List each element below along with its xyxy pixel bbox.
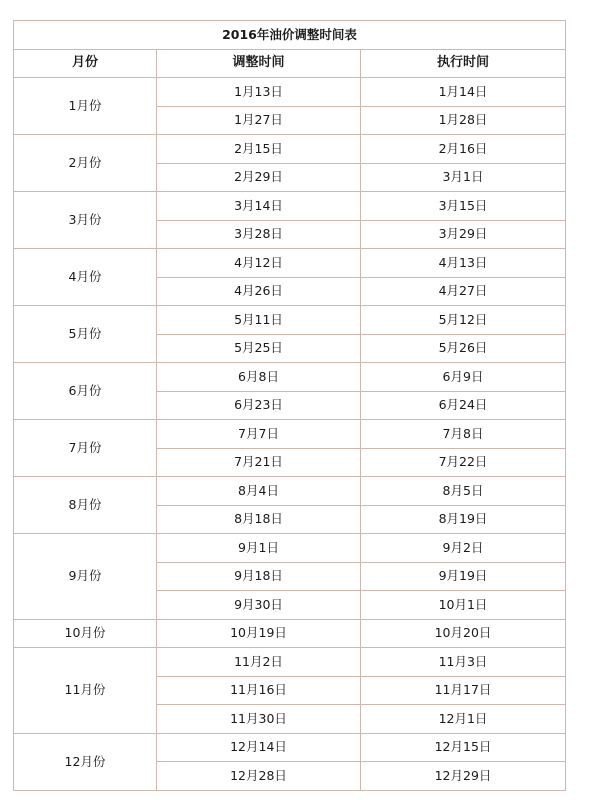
exec-time-cell: 2月16日 (361, 135, 566, 164)
oil-price-schedule-table (13, 20, 566, 791)
exec-time-cell: 4月27日 (361, 277, 566, 306)
table-title: 2016年油价调整时间表 (14, 21, 566, 50)
exec-time-cell: 1月28日 (361, 106, 566, 135)
exec-time-cell: 9月19日 (361, 562, 566, 591)
month-cell: 4月份 (14, 249, 157, 306)
exec-time-cell: 11月17日 (361, 676, 566, 705)
header-month: 月份 (14, 49, 157, 78)
table-row (14, 420, 566, 449)
adjust-time-cell: 11月16日 (157, 676, 361, 705)
exec-time-cell: 9月2日 (361, 534, 566, 563)
header-exec-time: 执行时间 (361, 49, 566, 78)
month-cell: 7月份 (14, 420, 157, 477)
table-row (14, 477, 566, 506)
table-row (14, 249, 566, 278)
exec-time-cell: 6月24日 (361, 391, 566, 420)
exec-time-cell: 12月1日 (361, 705, 566, 734)
exec-time-cell: 7月22日 (361, 448, 566, 477)
table-row (14, 135, 566, 164)
exec-time-cell: 8月5日 (361, 477, 566, 506)
exec-time-cell: 12月29日 (361, 762, 566, 791)
month-cell: 12月份 (14, 733, 157, 790)
adjust-time-cell: 4月26日 (157, 277, 361, 306)
adjust-time-cell: 7月21日 (157, 448, 361, 477)
table-row (14, 192, 566, 221)
month-cell: 3月份 (14, 192, 157, 249)
exec-time-cell: 3月1日 (361, 163, 566, 192)
exec-time-cell: 3月15日 (361, 192, 566, 221)
exec-time-cell: 5月12日 (361, 306, 566, 335)
adjust-time-cell: 11月2日 (157, 648, 361, 677)
adjust-time-cell: 5月25日 (157, 334, 361, 363)
table-row (14, 306, 566, 335)
adjust-time-cell: 2月29日 (157, 163, 361, 192)
adjust-time-cell: 9月18日 (157, 562, 361, 591)
month-cell: 9月份 (14, 534, 157, 620)
adjust-time-cell: 4月12日 (157, 249, 361, 278)
adjust-time-cell: 6月8日 (157, 363, 361, 392)
adjust-time-cell: 3月28日 (157, 220, 361, 249)
exec-time-cell: 3月29日 (361, 220, 566, 249)
exec-time-cell: 5月26日 (361, 334, 566, 363)
table-row (14, 648, 566, 677)
adjust-time-cell: 7月7日 (157, 420, 361, 449)
header-row (14, 49, 566, 78)
exec-time-cell: 4月13日 (361, 249, 566, 278)
table-row (14, 534, 566, 563)
adjust-time-cell: 10月19日 (157, 619, 361, 648)
adjust-time-cell: 8月4日 (157, 477, 361, 506)
adjust-time-cell: 8月18日 (157, 505, 361, 534)
header-adjust-time: 调整时间 (157, 49, 361, 78)
month-cell: 2月份 (14, 135, 157, 192)
adjust-time-cell: 6月23日 (157, 391, 361, 420)
adjust-time-cell: 3月14日 (157, 192, 361, 221)
month-cell: 6月份 (14, 363, 157, 420)
adjust-time-cell: 11月30日 (157, 705, 361, 734)
adjust-time-cell: 5月11日 (157, 306, 361, 335)
month-cell: 5月份 (14, 306, 157, 363)
table-row (14, 78, 566, 107)
exec-time-cell: 6月9日 (361, 363, 566, 392)
table-row (14, 363, 566, 392)
exec-time-cell: 10月20日 (361, 619, 566, 648)
month-cell: 11月份 (14, 648, 157, 734)
month-cell: 10月份 (14, 619, 157, 648)
title-row (14, 21, 566, 50)
table-row (14, 619, 566, 648)
exec-time-cell: 7月8日 (361, 420, 566, 449)
exec-time-cell: 8月19日 (361, 505, 566, 534)
adjust-time-cell: 9月1日 (157, 534, 361, 563)
adjust-time-cell: 1月13日 (157, 78, 361, 107)
exec-time-cell: 12月15日 (361, 733, 566, 762)
adjust-time-cell: 12月28日 (157, 762, 361, 791)
month-cell: 8月份 (14, 477, 157, 534)
month-cell: 1月份 (14, 78, 157, 135)
exec-time-cell: 1月14日 (361, 78, 566, 107)
exec-time-cell: 10月1日 (361, 591, 566, 620)
exec-time-cell: 11月3日 (361, 648, 566, 677)
adjust-time-cell: 12月14日 (157, 733, 361, 762)
table-row (14, 733, 566, 762)
adjust-time-cell: 1月27日 (157, 106, 361, 135)
adjust-time-cell: 9月30日 (157, 591, 361, 620)
adjust-time-cell: 2月15日 (157, 135, 361, 164)
